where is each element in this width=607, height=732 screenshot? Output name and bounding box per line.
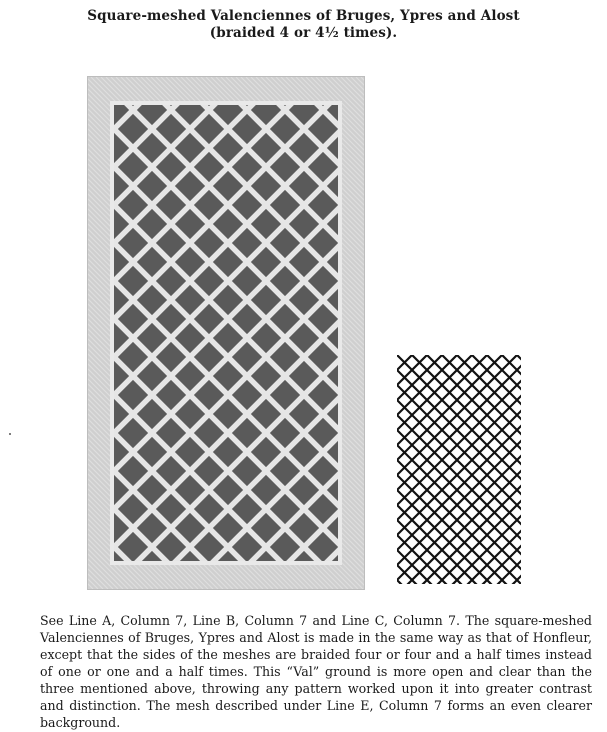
title-line-2: (braided 4 or 4½ times). (209, 25, 398, 41)
caption-paragraph: See Line A, Column 7, Line B, Column 7 and Line C, Column 7. The square-meshed Valenciennes of Bruges, Ypres and Alost is made in the same way as that of Honfleur, except that the sides of the meshes are braided four or four and a half times instead of one or one and a half times. This “Val” ground is more open and clear than the three mentioned above, throwing any pattern worked upon it into greater contrast and distinction. The mesh described under Line E, Column 7 forms an even clearer background. (40, 613, 592, 730)
mesh-diagram (397, 355, 521, 584)
stray-mark (9, 433, 11, 435)
mesh-diagram-svg (397, 355, 521, 584)
lace-photo-svg (88, 77, 364, 589)
lace-sample-photograph (88, 77, 364, 589)
title-line-1: Square-meshed Valenciennes of Bruges, Ypres and Alost (87, 8, 520, 24)
page-title (0, 8, 607, 42)
mesh-lines (397, 355, 521, 584)
